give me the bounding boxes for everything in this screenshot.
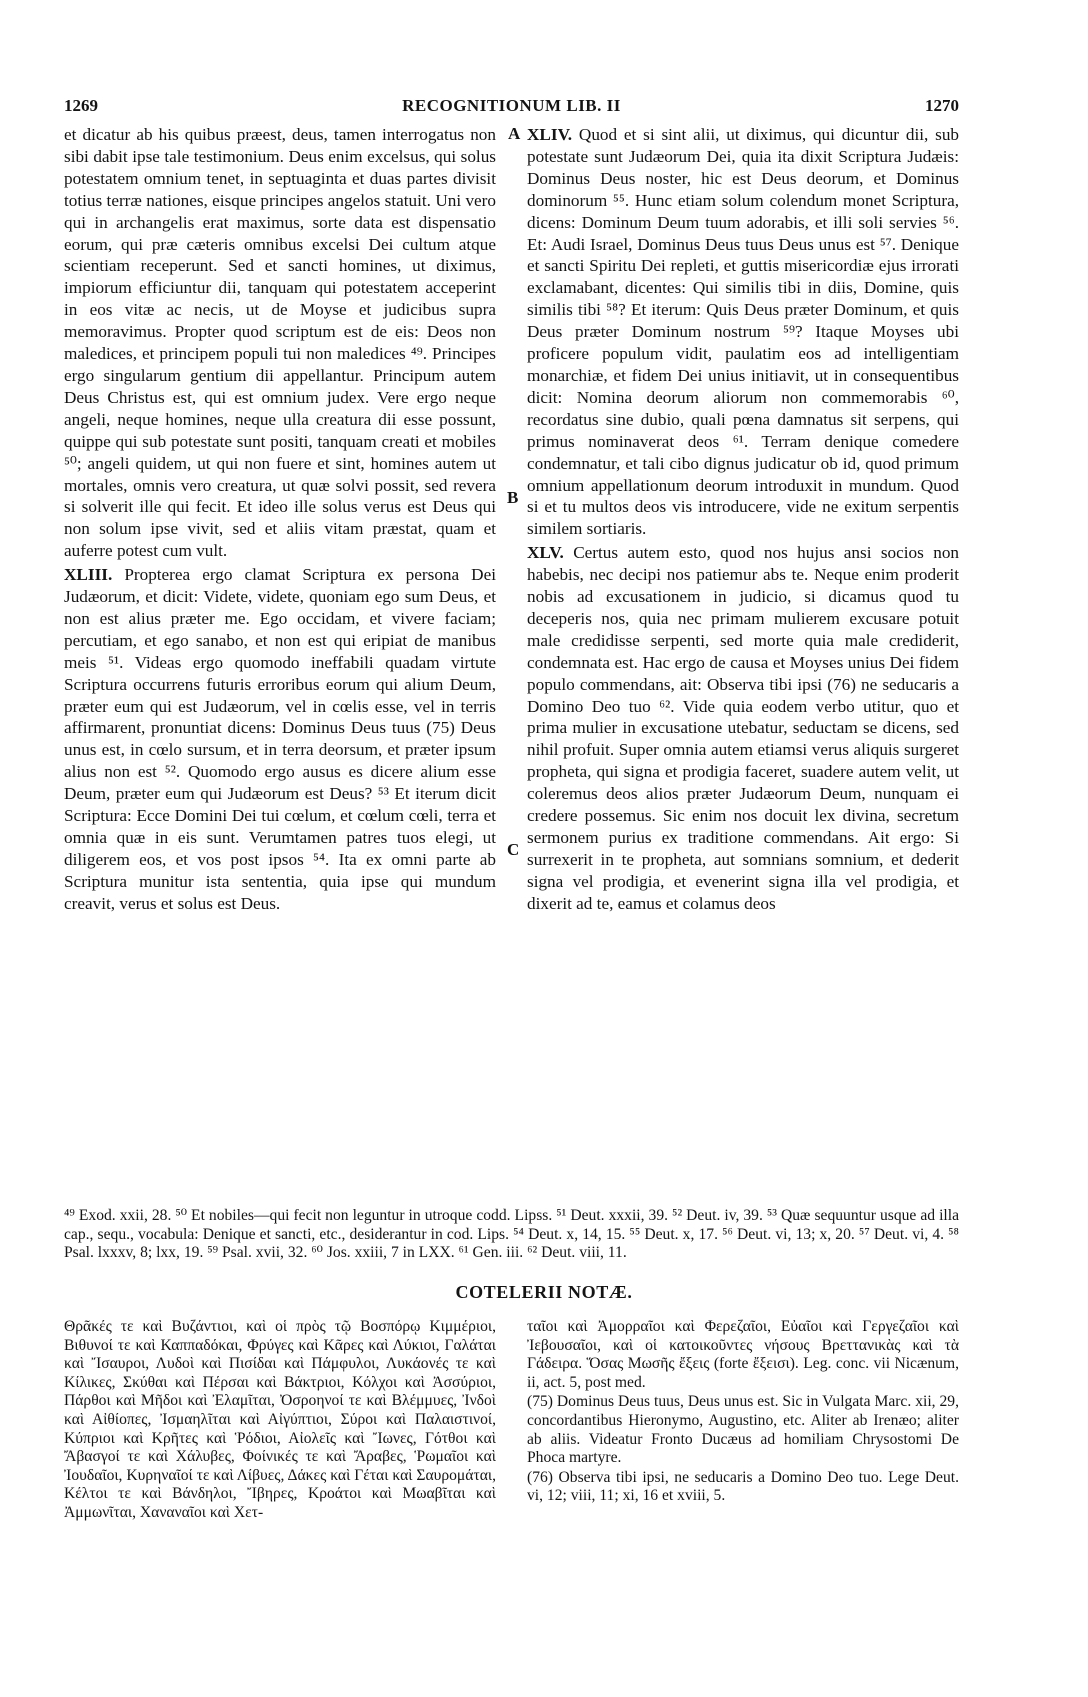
paragraph	[527, 124, 959, 540]
section-number: XLIV.	[527, 125, 573, 144]
margin-marker-c: C	[507, 840, 520, 859]
note-paragraph: (75) Dominus Deus tuus, Deus unus est. Sic in Vulgata Marc. xii, 29, concordantibus Hieronymo, Augustino, etc. Aliter ab Irenæo; aliter ab aliis. Videatur Fronto Ducæus ad homiliam Chrysostomi De Phoca martyre.	[527, 1393, 959, 1467]
note-paragraph: ταῖοι καὶ Ἀμορραῖοι καὶ Φερεζαῖοι, Εὐαῖοι καὶ Γεργεζαῖοι καὶ Ἰεβουσαῖοι, καὶ οἱ κατοικοῦντες νήσους Βρεττανικὰς καὶ τὰ Γάδειρα. Ὅσας Μωσῆς ἔξεις (forte ἔξεισι). Leg. conc. vii Nicænum, ii, act. 5, post med.	[527, 1318, 959, 1391]
page-number-left: 1269	[64, 96, 98, 115]
note-paragraph: (76) Observa tibi ipsi, ne seducaris a Domino Deo tuo. Lege Deut. vi, 12; viii, 11; xi, 16 et xviii, 5.	[527, 1468, 959, 1505]
margin-marker-a: A	[508, 124, 521, 143]
paragraph	[64, 564, 496, 915]
section-text: Propterea ergo clamat Scriptura ex persona Dei Judæorum, et dicit: Videte, videte, quoniam ego sum Deus, et non est alius præter me. Ego occidam, et vivere faciam; percutiam, et ego sanabo, et non est qui eripiat de manibus meis ⁵¹. Videas ergo quomodo ineffabili quadam virtute Scriptura occurrens futuris erroribus eorum qui alium Deum, præter eum qui est Judæorum, vel in cœlis esse, vel in terris affirmarent, pronuntiat dicens: Dominus Deus tuus (75) Deus unus est, in cœlo sursum, et in terra deorsum, et præter ipsum alius non est ⁵². Quomodo ergo ausus es dicere alium esse Deum, præter eum qui Judæorum est Deus? ⁵³ Et iterum dicit Scriptura: Ecce Domini Dei tui cœlum, et cœlum cœli, terra et omnia quæ in eis sunt. Verumtamen patres tuos elegi, ut diligerem eos, et vos post ipsos ⁵⁴. Ita ex omni parte ab Scriptura munitur ista sententia, quia ipse qui mundum creavit, verus et solus est Deus.	[64, 565, 497, 913]
notes-left-column	[64, 1318, 496, 1523]
left-column	[64, 124, 496, 915]
section-number: XLV.	[527, 543, 564, 563]
paragraph	[527, 542, 959, 914]
right-column	[527, 124, 959, 915]
notes-right-column	[527, 1318, 959, 1506]
note-paragraph: Θρᾶκές τε καὶ Βυζάντιοι, καὶ οἱ πρὸς τῷ Βοσπόρῳ Κιμμέριοι, Βιθυνοί τε καὶ Καππαδόκαι, Φρύγες καὶ Κᾶρες καὶ Λύκιοι, Γαλάται καὶ Ἴσαυροι, Λυδοὶ καὶ Πισίδαι καὶ Πάμφυλοι, Λυκάονές τε καὶ Κίλικες, Σκύθαι καὶ Πέρσαι καὶ Βάκτριοι, Κόλχοι καὶ Ἀσσύριοι, Πάρθοι καὶ Μῆδοι καὶ Ἐλαμῖται, Ὀσροηνοί τε καὶ Βλέμμυες, Ἰνδοὶ καὶ Αἰθίοπες, Ἰσμαηλῖται καὶ Αἰγύπτιοι, Σύροι καὶ Παλαιστινοί, Κύπριοι καὶ Κρῆτες καὶ Ῥόδιοι, Αἰολεῖς καὶ Ἴωνες, Γότθοι καὶ Ἄβασγοί τε καὶ Χάλυβες, Φοίνικές τε καὶ Ἄραβες, Ῥωμαῖοι καὶ Ἰουδαῖοι, Κυρηναῖοί τε καὶ Λίβυες, Δάκες καὶ Γέται καὶ Σαυρομάται, Κέλτοι τε καὶ Βάνδηλοι, Ἴβηρες, Κροάτοι καὶ Μωαβῖται καὶ Ἀμμωνῖται, Χαναναῖοι καὶ Χετ-	[64, 1318, 496, 1521]
running-title: RECOGNITIONUM LIB. II	[402, 96, 621, 115]
section-text: Certus autem esto, quod nos hujus ansi socios non habebis, nec decipi nos patiemur abs te. Neque enim proderit nobis ad excusationem in judicio, si dicamus quod tu deceperis nos, quia nec primam mulierem excusare potuit male credidisse serpenti, sed morte quia male crediderit, condemnata est. Hac ergo de causa et Moyses unius Dei fidem populo commendans, ait: Observa tibi ipsi (76) ne seducaris a Domino Deo tuo ⁶². Vide quia eodem verbo utitur, quo et prima mulier in excusatione utebatur, seductam se dicens, sed nihil profuit. Super omnia autem etiamsi verus aliquis surgeret propheta, qui signa et prodigia faceret, suadere autem velit, ut coleremus deos alios præter Judæorum Deum, nunquam ei credere possemus. Sic enim nos docuit lex divina, secretum sermonem purius ex traditione commendans. Ait ergo: Si surrexerit in te propheta, aut somnians somnium, et dederit signa vel prodigia, et evenerint signa illa vel prodigia, et dixerit ad te, eamus et colamus deos	[527, 543, 960, 913]
section-number: XLIII.	[64, 565, 113, 585]
footnotes: ⁴⁹ Exod. xxii, 28. ⁵⁰ Et nobiles—qui fecit non leguntur in utroque codd. Lipss. ⁵¹ Deut. xxxii, 39. ⁵² Deut. iv, 39. ⁵³ Quæ sequuntur usque ad illa cap., sequ., vocabula: Denique et sancti, etc., desiderantur in cod. Lips. ⁵⁴ Deut. x, 14, 15. ⁵⁵ Deut. x, 17. ⁵⁶ Deut. vi, 13; x, 20. ⁵⁷ Deut. vi, 4. ⁵⁸ Psal. lxxxv, 8; lxx, 19. ⁵⁹ Psal. xvii, 32. ⁶⁰ Jos. xxiii, 7 in LXX. ⁶¹ Gen. iii. ⁶² Deut. viii, 11.	[64, 1207, 959, 1261]
notes-heading: COTELERII NOTÆ.	[455, 1282, 633, 1302]
page-header	[64, 96, 959, 118]
margin-marker-b: B	[507, 488, 519, 507]
paragraph: et dicatur ab his quibus præest, deus, tamen interrogatus non sibi dabit ipse tale testimonium. Deus enim excelsus, qui solus potestatem omnium tenet, in septuaginta et duas partes divisit totius terræ nationes, eisque principes angelos statuit. Uni vero qui in archangelis erat maximus, sorte data est dispensatio eorum, qui præ cæteris omnibus excelsi Dei cultum atque scientiam receperunt. Sed et sancti homines, ut diximus, impiorum efficiuntur dii, tanquam qui potestatem acceperint in eos vitæ ac necis, ut de Moyse et judicibus supra memoravimus. Propter quod scriptum est de eis: Deos non maledices, et principem populi tui non maledices ⁴⁹. Principes ergo singularum gentium dii appellantur. Principum autem Deus Christus est, qui est omnium judex. Vere ergo neque angeli, neque homines, neque ulla creatura dii esse possunt, quippe qui sub potestate sunt positi, tanquam creati et mobiles ⁵⁰; angeli quidem, ut qui non fuere et sint, homines autem ut mortales, omnis vero creatura, ut quæ solvi possit, sed revera si solverit ille qui fecit. Et ideo ille solus verus est Deus qui non solum ipse vivit, sed et aliis vitam præstat, quam et auferre potest cum vult.	[64, 125, 496, 561]
section-text: Quod et si sint alii, ut diximus, qui dicuntur dii, sub potestate sunt Judæorum Dei, quia ita dixit Scriptura Judæis: Dominus Deus noster, hic est Deus deorum, et Dominus dominorum ⁵⁵. Hunc etiam solum colendum monet Scriptura, dicens: Dominum Deum tuum adorabis, et illi soli servies ⁵⁶. Et: Audi Israel, Dominus Deus tuus Deus unus est ⁵⁷. Denique et sancti Spiritu Dei repleti, et guttis misericordiæ ejus irrorati exclamabant, dicentes: Qui similis tibi in diis, Domine, quis similis tibi ⁵⁸? Et iterum: Quis Deus præter Dominum, et quis Deus præter Dominum nostrum ⁵⁹? Itaque Moyses ubi proficere populum vidit, paulatim eos ad intelligentiam monarchiæ, et fidem Dei unius initiavit, ut in consequentibus dicit: Nomina deorum aliorum non commemorabis ⁶⁰, recordatus sine dubio, quali pœna damnatus sit serpens, qui primus nominaverat deos ⁶¹. Terram denique comedere condemnatur, et tali cibo dignus judicatur ob id, quod primum omnium appellationum deorum introduxit in mundum. Quod si et tu multos deos vis introducere, vide ne exitum serpentis similem sortiaris.	[527, 125, 960, 539]
page-number-right: 1270	[925, 96, 959, 115]
